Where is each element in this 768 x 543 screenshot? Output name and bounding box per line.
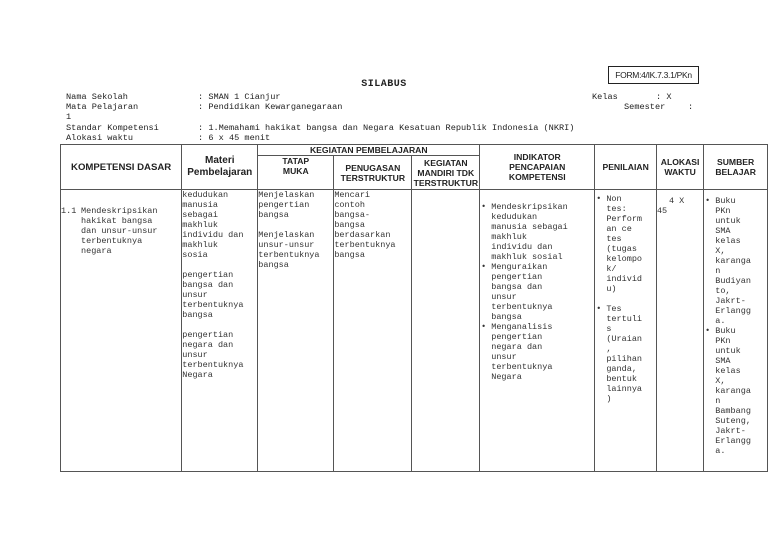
kd-line: Mendeskripsikan	[81, 206, 158, 216]
silabus-table	[60, 144, 768, 472]
penilaian-item: • Tes tertuli s (Uraian , pilihan ganda, bentuk lainnya )	[595, 304, 656, 404]
info-label: Nama Sekolah	[66, 92, 128, 102]
info-value: : SMAN 1 Cianjur	[198, 92, 281, 102]
sumber-item: • Buku PKn untuk SMA kelas X, karanga n Budiyan to, Jakrt- Erlangg a.	[704, 196, 767, 326]
cell-indikator	[480, 190, 595, 472]
header-penilaian: PENILAIAN	[595, 145, 657, 190]
info-value: : Pendidikan Kewarganegaraan	[198, 102, 343, 112]
header-kegiatan-mandiri: KEGIATAN MANDIRI TDK TERSTRUKTUR	[413, 157, 479, 188]
kd-line: terbentuknya	[81, 236, 143, 246]
info-label: Alokasi waktu	[66, 133, 134, 143]
penilaian-item: • Non tes: Perform an ce tes (tugas kelompo k/ individ u)	[595, 194, 656, 294]
cell-kegiatan-mandiri	[412, 190, 480, 472]
header-sumber-belajar: SUMBER BELAJAR	[704, 145, 768, 190]
info-semester-label: Semester	[624, 102, 666, 112]
header-kegiatan-pembelajaran: KEGIATAN PEMBELAJARAN	[258, 145, 480, 156]
cell-penugasan: Mencari contoh bangsa- bangsa berdasarkan terbentuknya bangsa	[334, 190, 412, 472]
info-semester-value: :	[688, 102, 694, 112]
alokasi-line: 45	[656, 206, 668, 216]
kd-line: hakikat bangsa	[81, 216, 153, 226]
info-label: Standar Kompetensi	[66, 123, 159, 133]
sumber-item: • Buku PKn untuk SMA kelas X, karanga n Bambang Suteng, Jakrt- Erlangg a.	[704, 326, 767, 456]
cell-kompetensi-dasar	[61, 190, 182, 472]
header-materi: Materi Pembelajaran	[182, 145, 258, 190]
header-tatap-muka: TATAP MUKA	[258, 156, 334, 190]
indikator-item: • Menguraikan pengertian bangsa dan unsur terbentuknya bangsa	[480, 262, 594, 322]
kd-number: 1.1	[61, 206, 77, 216]
indikator-item: • Mendeskripsikan kedudukan manusia sebagai makhluk individu dan makhluk sosial	[480, 202, 594, 262]
info-value: : 6 x 45 menit	[198, 133, 271, 143]
cell-penilaian	[595, 190, 657, 472]
info-kelas-label: Kelas	[592, 92, 618, 102]
kd-line: dan unsur-unsur	[81, 226, 158, 236]
info-label: Mata Pelajaran	[66, 102, 139, 112]
info-wrap-text: 1	[66, 112, 72, 122]
header-kompetensi-dasar: KOMPETENSI DASAR	[61, 145, 182, 190]
document-title: SILABUS	[361, 79, 407, 90]
cell-alokasi-waktu	[656, 190, 703, 472]
kd-text	[81, 206, 158, 256]
info-kelas-value: : X	[656, 92, 672, 102]
cell-tatap-muka: Menjelaskan pengertian bangsa Menjelaskan unsur-unsur terbentuknya bangsa	[258, 190, 334, 472]
header-penugasan: PENUGASAN TERSTRUKTUR	[334, 156, 412, 190]
form-code: FORM:4/IK.7.3.1/PKn	[615, 70, 692, 80]
header-indikator: INDIKATOR PENCAPAIAN KOMPETENSI	[480, 145, 595, 190]
kd-line: negara	[81, 246, 112, 256]
cell-materi: kedudukan manusia sebagai makhluk individu dan makhluk sosia pengertian bangsa dan unsur terbentuknya bangsa pengertian negara dan unsur terbentuknya Negara	[182, 190, 258, 472]
indikator-item: • Menganalisis pengertian negara dan unsur terbentuknya Negara	[480, 322, 594, 382]
alokasi-line: 4 X	[668, 196, 685, 206]
info-value: : 1.Memahami hakikat bangsa dan Negara Kesatuan Republik Indonesia (NKRI)	[198, 123, 575, 133]
cell-sumber-belajar	[704, 190, 768, 472]
header-alokasi-waktu: ALOKASI WAKTU	[656, 145, 703, 190]
